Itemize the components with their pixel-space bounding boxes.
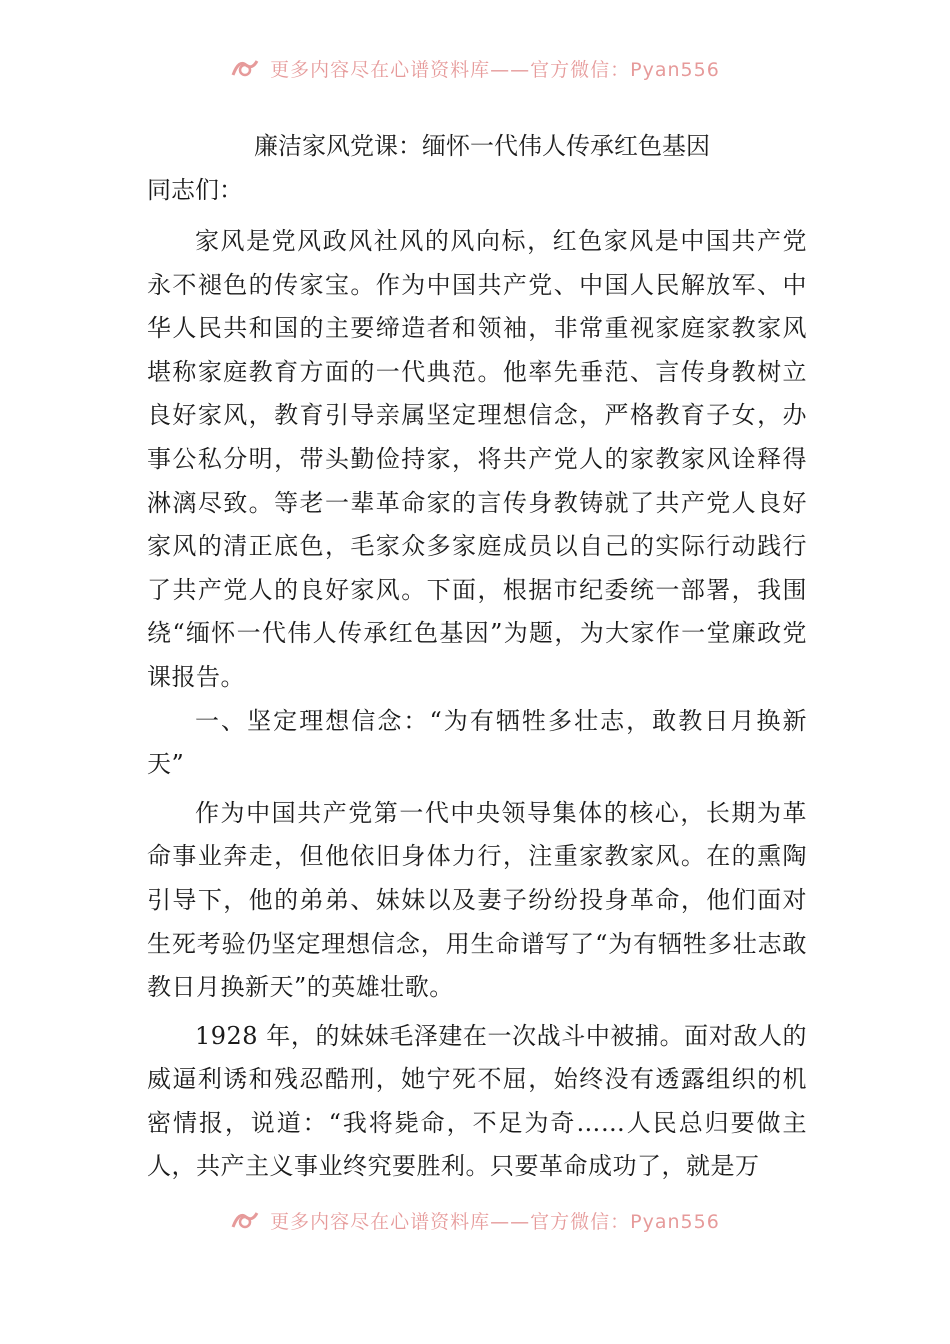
paragraph-section-1: 作为中国共产党第一代中央领导集体的核心，长期为革命事业奔走，但他依旧身体力行，注重家教家风。在的熏陶引导下，他的弟弟、妹妹以及妻子纷纷投身革命，他们面对生死考验仍坚定理想信念，用生命谱写了“为有牺牲多壮志敢教日月换新天”的英雄壮歌。 (147, 798, 807, 1002)
book-swirl-logo (230, 1207, 260, 1233)
watermark-text: 更多内容尽在心谱资料库——官方微信：Pyan556 (270, 1210, 720, 1233)
paragraph-1928: 1928 年，的妹妹毛泽建在一次战斗中被捕。面对敌人的威逼利诱和残忍酷刑，她宁死不屈，始终没有透露组织的机密情报，说道：“我将毙命，不足为奇……人民总归要做主人，共产主义事业终究要胜利。只要革命成功了，就是万 (147, 1021, 807, 1181)
watermark-text: 更多内容尽在心谱资料库——官方微信：Pyan556 (270, 58, 720, 81)
document-body (147, 124, 807, 1189)
book-swirl-logo (230, 55, 260, 81)
salutation: 同志们： (147, 176, 243, 204)
watermark-banner-bottom (0, 1200, 950, 1240)
document-title: 廉洁家风党课：缅怀一代伟人传承红色基因 (254, 132, 710, 160)
watermark-banner-top (0, 48, 950, 88)
paragraph-intro: 家风是党风政风社风的风向标，红色家风是中国共产党永不褪色的传家宝。作为中国共产党、中国人民解放军、中华人民共和国的主要缔造者和领袖，非常重视家庭家教家风堪称家庭教育方面的一代典范。他率先垂范、言传身教树立良好家风，教育引导亲属坚定理想信念，严格教育子女，办事公私分明，带头勤俭持家，将共产党人的家教家风诠释得淋漓尽致。等老一辈革命家的言传身教铸就了共产党人良好家风的清正底色，毛家众多家庭成员以自己的实际行动践行了共产党人的良好家风。下面，根据市纪委统一部署，我围绕“缅怀一代伟人传承红色基因”为题，为大家作一堂廉政党课报告。 (147, 227, 807, 691)
section-heading-1: 一、坚定理想信念：“为有牺牲多壮志，敢教日月换新天” (147, 706, 807, 779)
